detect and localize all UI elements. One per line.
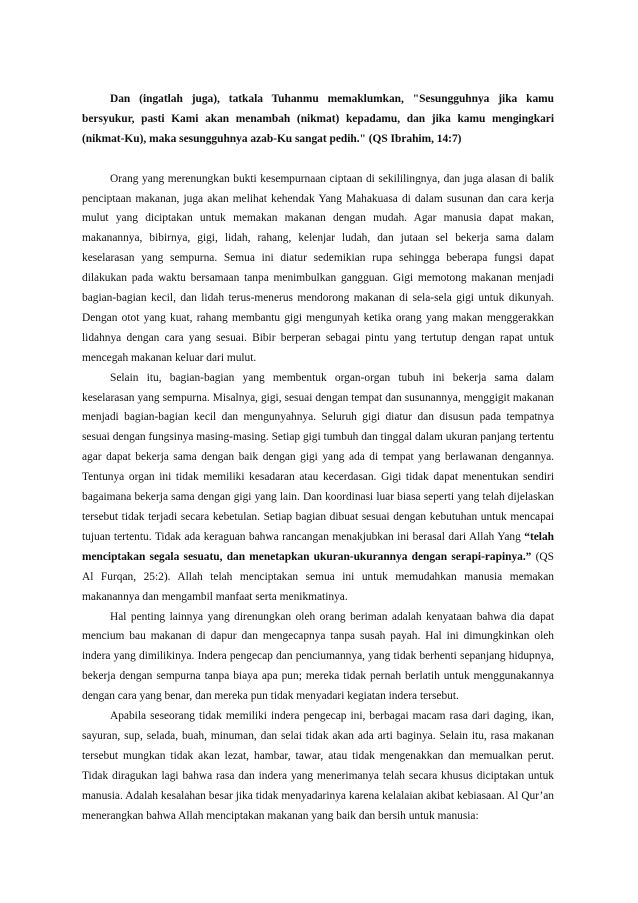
document-page (82, 90, 554, 827)
paragraph-mouth-design: Orang yang merenungkan bukti kesempurnaan ciptaan di sekililingnya, dan juga alasan di balik penciptaan makanan, juga akan melihat kehendak Yang Mahakuasa di dalam susunan dan cara kerja mulut yang diciptakan untuk memakan makanan dengan mudah. Agar manusia dapat makan, makanannya, bibirnya, gigi, lidah, rahang, kelenjar ludah, dan jutaan sel bekerja sama dalam keselarasan yang sempurna. Semua ini diatur sedemikian rupa sehingga beberapa fungsi dapat dilakukan pada waktu bersamaan tanpa menimbulkan gangguan. Gigi memotong makanan menjadi bagian-bagian kecil, dan lidah terus-menerus mendorong makanan di sela-sela gigi untuk dikunyah. Dengan otot yang kuat, rahang membantu gigi mengunyah ketika orang yang makan menggerakkan lidahnya dengan cara yang sesuai. Bibir berperan sebagai pintu yang tertutup dengan rapat untuk mencegah makanan keluar dari mulut. (82, 172, 554, 364)
paragraph-text: Selain itu, bagian-bagian yang membentuk organ-organ tubuh ini bekerja sama dalam keselarasan yang sempurna. Misalnya, gigi, sesuai dengan tempat dan susunannya, menggigit makanan menjadi bagian-bagian kecil dan mengunyahnya. Seluruh gigi diatur dan disusun pada tempatnya sesuai dengan fungsinya masing-masing. Setiap gigi tumbuh dan tinggal dalam ukuran panjang tertentu agar dapat bekerja sama dengan baik dengan gigi yang ada di tempat yang berlawanan dengannya. Tentunya organ ini tidak memiliki kesadaran atau kecerdasan. Gigi tidak dapat menentukan sendiri bagaimana bekerja sama dengan gigi yang lain. Dan koordinasi luar biasa seperti yang telah dijelaskan tersebut tidak terjadi secara kebetulan. Setiap bagian dibuat sesuai dengan kebutuhan untuk mencapai tujuan tertentu. Tidak ada keraguan bahwa rancangan menakjubkan ini berasal dari Allah Yang (82, 371, 554, 543)
quran-quote-inline: “telah menciptakan segala sesuatu, dan menetapkan ukuran-ukurannya dengan serapi-rapinya.” (82, 530, 554, 563)
paragraph-text: (QS Al Furqan, 25:2). Allah telah menciptakan semua ini untuk memudahkan manusia memakan makanannya dan mengambil manfaat serta menikmatinya. (82, 550, 554, 603)
paragraph-taste: Apabila seseorang tidak memiliki indera pengecap ini, berbagai macam rasa dari daging, ikan, sayuran, sup, selada, buah, minuman, dan selai tidak akan ada arti baginya. Selain itu, rasa makanan tersebut mungkan tidak akan lezat, hambar, tawar, atau tidak mengenakkan dan memualkan perut. Tidak diragukan lagi bahwa rasa dan indera yang menerimanya telah secara khusus diciptakan untuk manusia. Adalah kesalahan besar jika tidak menyadarinya karena kelalaian akibat kebiasaan. Al Qur’an menerangkan bahwa Allah menciptakan makanan yang baik dan bersih untuk manusia: (82, 710, 554, 822)
paragraph-senses: Hal penting lainnya yang direnungkan oleh orang beriman adalah kenyataan bahwa dia dapat mencium bau makanan di dapur dan mengecapnya tanpa susah payah. Hal ini dimungkinkan oleh indera yang dimilikinya. Indera pengecap dan penciumannya, yang tidak berhenti sepanjang hidupnya, bekerja dengan sempurna tanpa biaya apa pun; mereka tidak pernah berlatih untuk menggunakannya dengan cara yang benar, dan mereka pun tidak menyadari kegiatan indera tersebut. (82, 610, 554, 703)
quote-paragraph: Dan (ingatlah juga), tatkala Tuhanmu memaklumkan, "Sesungguhnya jika kamu bersyukur, pasti Kami akan menambah (nikmat) kepadamu, dan jika kamu mengingkari (nikmat-Ku), maka sesungguhnya azab-Ku sangat pedih." (QS Ibrahim, 14:7) (82, 93, 554, 145)
paragraph-teeth-harmony (82, 369, 554, 608)
